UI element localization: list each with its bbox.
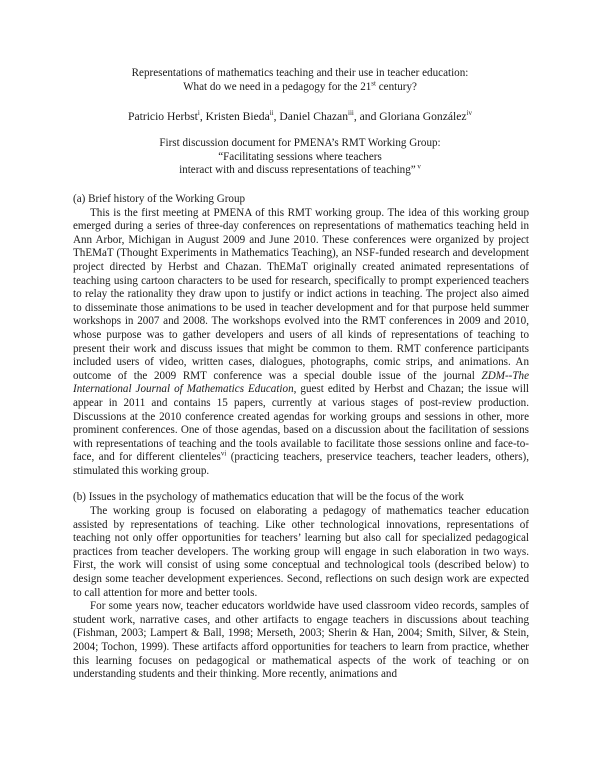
section-a-heading: (a) Brief history of the Working Group xyxy=(73,193,246,205)
author-footnote-mark[interactable]: iii xyxy=(348,109,354,118)
section-a-paragraph: This is the first meeting at PMENA of this RMT working group. The idea of this working group emerged during a series of three-day conferences on representations of mathematics teaching held in Ann Arbor, Michigan in August 2009 and June 2010. These conferences were organized by project ThEMaT (Thought Experiments in Mathematics Teaching), an NSF-funded research and development project directed by Herbst and Chazan. ThEMaT originally created animated representations of teaching using cartoon characters to be used for research, specifically to prompt experienced teachers to relay the rationality they draw upon to justify or indict actions in teaching. The project also aimed to disseminate those animations to be used in teacher development and for that purpose held summer workshops in 2007 and 2008. The workshops evolved into the RMT conferences in 2009 and 2010, whose purpose was to gather developers and users of all kinds of representations of teaching to present their work and discuss issues that might be common to them. RMT conference participants included users of video, written cases, dialogues, photographs, comic strips, and animations. An outcome of the 2009 RMT conference was a special double issue of the journal ZDM--The International Journal of Mathematics Education, guest edited by Herbst and Chazan; the issue will appear in 2011 and contains 15 papers, currently at various stages of post-review production. Discussions at the 2010 conference created agendas for working groups and sessions in other, more prominent conferences. One of those agendas, based on a discussion about the facilitation of sessions with representations of teaching and the tools available to facilitate those sessions online and face-to-face, and for different clienteles$^{vi}$ (practicing teachers, preservice teachers, teacher leaders, others), stimulated this working group. xyxy=(73,206,530,477)
paper-body xyxy=(73,193,529,682)
section-b-paragraph-2: For some years now, teacher educators worldwide have used classroom video records, samples of student work, narrative cases, and other artifacts to engage teachers in discussions about teaching (Fishman, 2003; Lampert & Ball, 1998; Merseth, 2003; Sherin & Han, 2004; Smith, Silver, & Stein, 2004; Tochon, 1999). These artifacts afford opportunities for teachers to learn from practice, whether this learning focuses on pedagogical or mathematical aspects of the work of teaching or on understanding students and their thinking. More recently, animations and xyxy=(73,600,529,681)
author: Kristen Bieda$^{ii}$, xyxy=(205,109,280,123)
author: Daniel Chazan$^{iii}$, and xyxy=(279,109,380,123)
discussion-footnote-mark[interactable]: v xyxy=(415,162,421,171)
author: Patricio Herbst$^i$, xyxy=(128,109,206,123)
author-list xyxy=(60,110,540,124)
discussion-line-3: interact with and discuss representations of teaching” $^v$ xyxy=(179,162,421,177)
author-footnote-mark[interactable]: i xyxy=(197,109,200,118)
title-line-2-end: century? xyxy=(375,80,417,93)
author: Gloriana González$^{iv}$ xyxy=(379,109,472,123)
discussion-header xyxy=(60,137,540,178)
journal-title: ZDM--The International Journal of Mathematics Education xyxy=(73,369,529,396)
section-b-heading: (b) Issues in the psychology of mathematics education that will be the focus of the work xyxy=(73,491,464,504)
body-footnote-mark[interactable]: vi xyxy=(220,449,227,458)
paper-title xyxy=(60,67,540,94)
author-footnote-mark[interactable]: iv xyxy=(466,109,472,118)
discussion-line-1: First discussion document for PMENA’s RMT Working Group: xyxy=(159,137,441,149)
title-line-2 xyxy=(60,78,540,95)
title-superscript: st xyxy=(371,78,376,87)
section-b-paragraph-1: The working group is focused on elaborating a pedagogy of mathematics teacher education assisted by representations of teaching. Like other technological innovations, representations of teaching not only offer opportunities for teachers’ learning but also call for specialized pedagogical practices from teacher developers. The working group will engage in such elaboration in two ways. First, the work will consist of using some conceptual and technological tools (described below) to design some teacher development experiences. Second, reflections on such design work are expected to call attention for more and better tools. xyxy=(73,505,529,599)
title-line-2-text: What do we need in a pedagogy for the 21 xyxy=(183,80,372,93)
title-line-1: Representations of mathematics teaching and their use in teacher education: xyxy=(131,67,469,79)
author-footnote-mark[interactable]: ii xyxy=(269,109,274,118)
discussion-line-2: “Facilitating sessions where teachers xyxy=(218,150,382,163)
spacer xyxy=(73,478,529,491)
